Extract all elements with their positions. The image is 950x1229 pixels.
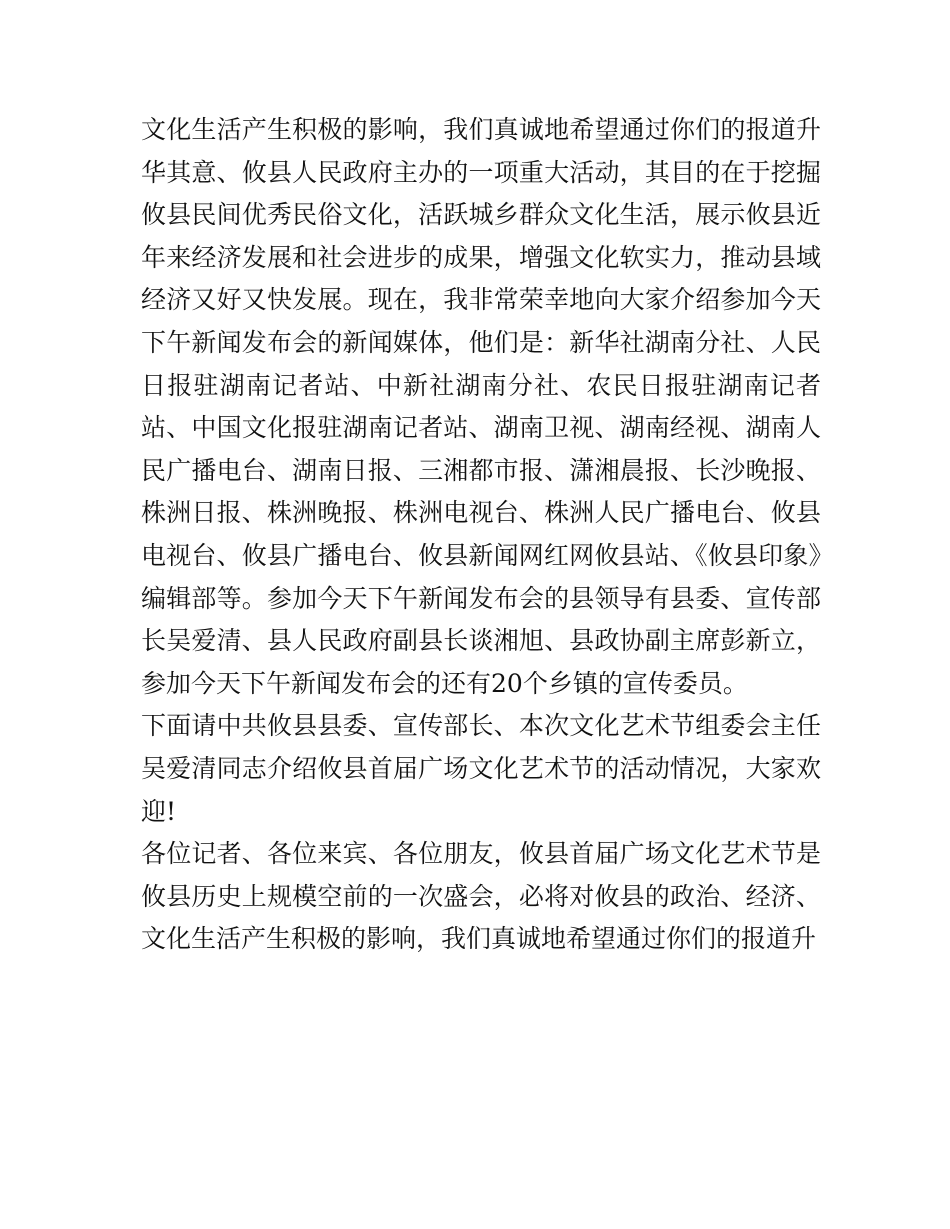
paragraph-3: 各位记者、各位来宾、各位朋友，攸县首届广场文化艺术节是攸县历史上规模空前的一次盛会，必将对攸县的政治、经济、文化生活产生积极的影响，我们真诚地希望通过你们的报道升 (141, 839, 821, 954)
paragraph-1: 文化生活产生积极的影响，我们真诚地希望通过你们的报道升华其意、攸县人民政府主办的一项重大活动，其目的在于挖掘攸县民间优秀民俗文化，活跃城乡群众文化生活，展示攸县近年来经济发展和社会进步的成果，增强文化软实力，推动县域经济又好又快发展。现在，我非常荣幸地向大家介绍参加今天下午新闻发布会的新闻媒体，他们是：新华社湖南分社、人民日报驻湖南记者站、中新社湖南分社、农民日报驻湖南记者站、中国文化报驻湖南记者站、湖南卫视、湖南经视、湖南人民广播电台、湖南日报、三湘都市报、潇湘晨报、长沙晚报、株洲日报、株洲晚报、株洲电视台、株洲人民广播电台、攸县电视台、攸县广播电台、攸县新闻网红网攸县站、《攸县印象》编辑部等。参加今天下午新闻发布会的县领导有县委、宣传部长吴爱清、县人民政府副县长谈湘旭、县政协副主席彭新立，参加今天下午新闻发布会的还有20个乡镇的宣传委员。 (141, 115, 821, 698)
document-body (141, 109, 821, 961)
paragraph-2: 下面请中共攸县县委、宣传部长、本次文化艺术节组委会主任吴爱清同志介绍攸县首届广场文化艺术节的活动情况，大家欢迎! (141, 711, 821, 826)
